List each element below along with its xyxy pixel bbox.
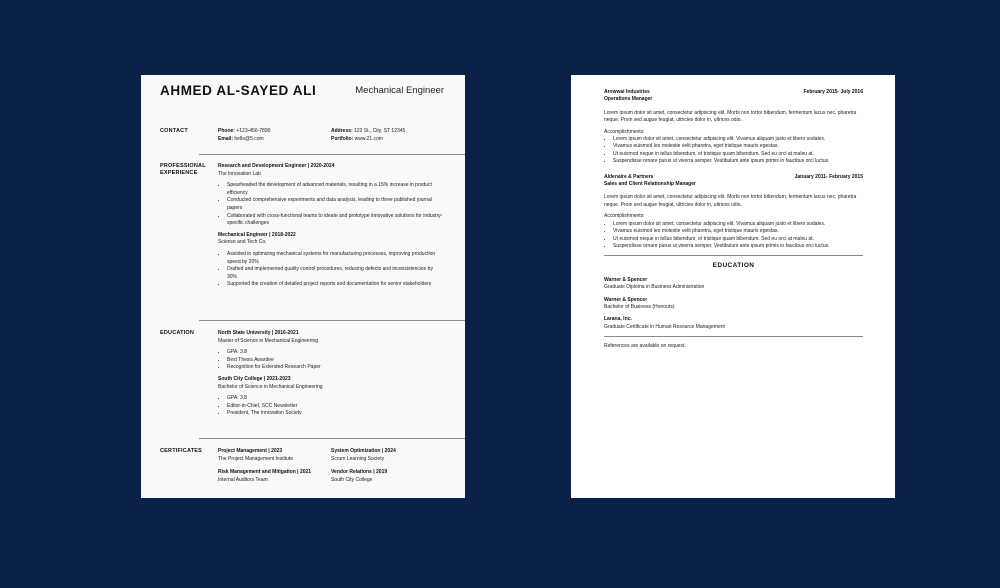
resume-page-1	[141, 75, 465, 498]
education-label: EDUCATION	[160, 330, 195, 336]
certificate-item: System Optimization | 2024 Scrum Learning Society	[331, 448, 396, 462]
address-label: Address:	[331, 128, 353, 134]
certificate-item: Project Management | 2023 The Project Management Institute	[218, 448, 294, 462]
list-item: • Best Thesis Awardee	[227, 357, 444, 365]
list-item: • Collaborated with cross-functional teams to ideate and prototype innovative solutions for industry-specific challenges	[227, 213, 444, 228]
list-item: • Drafted and implemented quality control procedures, reducing defects and inconsistencies by 30%	[227, 266, 444, 281]
resume-header	[160, 83, 444, 113]
school-degree: Master of Science in Mechanical Engineering	[218, 337, 319, 344]
list-item: • Assisted in optimizing mechanical systems for manufacturing processes, improving production speed by 20%	[227, 251, 444, 266]
job-company: The Innovation Lab	[218, 170, 261, 177]
resume-page-2	[571, 75, 895, 498]
list-item: • Editor-in-Chief, SCC Newsletter	[227, 403, 444, 411]
email-label: Email:	[218, 135, 234, 142]
list-item: • GPA: 3.8	[227, 349, 444, 357]
certificates-label: CERTIFICATES	[160, 448, 203, 454]
job-entry	[604, 89, 863, 166]
education-item: Warner & Spencer Bachelor of Business (Honours)	[604, 296, 675, 310]
school-title: North State University | 2016-2021	[218, 330, 299, 336]
list-item: • Spearheaded the development of advanced materials, resulting in a 15% increase in product efficiency	[227, 182, 444, 197]
portfolio-value: www.21.com	[354, 135, 383, 142]
list-item: • Ut euismod neque in tellus bibendum, et tristique quam bibendum. Sed eu orci at maleu at.	[613, 236, 863, 243]
page2-content	[604, 89, 863, 351]
job-bullets	[218, 182, 444, 228]
candidate-role: Mechanical Engineer	[355, 85, 444, 96]
list-item: • Ut euismod neque in tellus bibendum, et tristique quam bibendum. Sed eu orci at maleu at.	[613, 151, 863, 158]
school-bullets	[218, 395, 444, 418]
phone-value: +123-456-7890	[236, 128, 271, 134]
portfolio-label: Portfolio:	[331, 135, 354, 142]
list-item: • Lorem ipsum dolor sit amet, consectetur adipiscing elit. Vivamus aliquam justo et libero sodales.	[613, 221, 863, 228]
certificates-section	[160, 448, 444, 493]
job-title: Mechanical Engineer | 2018-2022	[218, 231, 296, 238]
candidate-name: AHMED AL-SAYED ALI	[160, 83, 317, 98]
school-bullets	[218, 349, 444, 372]
job-summary: Lorem ipsum dolor sit amet, consectetur adipiscing elit. Morbi non tortor bibendum, fermentum lacus nec, pharetra neque. Proin sed augue feugiat, ultricies dolor in, ultrices odio.	[604, 109, 857, 124]
school-degree: Bachelor of Science in Mechanical Engineering	[218, 383, 323, 390]
divider	[199, 438, 465, 439]
list-item: • Recognition for Extended Research Paper	[227, 364, 444, 372]
address-value: 123 St., City, ST 12345	[354, 128, 406, 134]
experience-list	[218, 163, 444, 293]
job-summary: Lorem ipsum dolor sit amet, consectetur adipiscing elit. Morbi non tortor bibendum, fermentum lacus nec, pharetra neque. Proin sed augue feugiat, ultricies dolor in, ultrices odio.	[604, 194, 857, 208]
school-title: South City College | 2021-2023	[218, 375, 291, 382]
accomplishments-label: Accomplishments:	[604, 213, 645, 220]
job-company: Science and Tech Co.	[218, 239, 267, 246]
education-title: EDUCATION	[712, 262, 755, 270]
accomplishments-label: Accomplishments:	[604, 128, 645, 135]
contact-label: CONTACT	[160, 128, 188, 134]
experience-label: PROFESSIONAL EXPERIENCE	[160, 163, 206, 176]
certificates-list	[218, 448, 444, 490]
list-item: • GPA: 3.8	[227, 395, 444, 403]
list-item: • Conducted comprehensive experiments and data analysis, leading to three published journal papers	[227, 197, 444, 212]
job-title: Research and Development Engineer | 2020-2024	[218, 163, 335, 169]
certificate-item: Risk Management and Mitigation | 2021 Internal Auditors Team	[218, 469, 312, 483]
divider	[199, 154, 465, 155]
job-company: Aldenaire & Partners	[604, 173, 654, 180]
education-section	[160, 330, 444, 435]
list-item: • Suspendisse ornare purus ut viverra semper. Vestibulum ante ipsum primis in faucibus orci luctus.	[613, 243, 863, 250]
job-role: Sales and Client Relationship Manager	[604, 181, 696, 188]
list-item: • Vivamus euismod leo molestie velit pharetra, eget tristique mauris egestas.	[613, 143, 863, 150]
contact-section	[160, 128, 444, 150]
job-bullets	[218, 251, 444, 289]
email-value: hello@5.com	[234, 135, 264, 142]
certificate-item: Vendor Relations | 2019 South City College	[331, 469, 388, 483]
contact-details	[218, 128, 444, 143]
phone-label: Phone:	[218, 128, 235, 134]
references-note: References are available on request.	[604, 343, 686, 350]
experience-section	[160, 163, 444, 313]
list-item: • President, The Innovation Society	[227, 410, 444, 418]
job-entry	[604, 174, 863, 251]
list-item: • Lorem ipsum dolor sit amet, consectetur adipiscing elit. Vivamus aliquam justo et libero sodales.	[613, 136, 863, 143]
divider	[199, 320, 465, 321]
list-item: • Suspendisse ornare purus ut viverra semper. Vestibulum ante ipsum primis in faucibus orci luctus.	[613, 158, 863, 165]
job-bullets	[604, 136, 863, 166]
divider	[604, 336, 863, 337]
job-company: Arowwai Industries	[604, 89, 650, 95]
education-item: Larana, Inc. Graduate Certificate in Human Resource Management	[604, 316, 725, 330]
education-item: Warner & Spencer Graduate Diploma in Business Administration	[604, 276, 705, 291]
job-role: Operations Manager	[604, 96, 653, 103]
list-item: • Vivamus euismod leo molestie velit pharetra, eget tristique mauris egestas.	[613, 228, 863, 235]
job-dates: January 2011- February 2015	[794, 173, 863, 180]
job-dates: February 2015- July 2016	[803, 89, 863, 95]
education-list	[218, 330, 444, 422]
divider	[604, 255, 863, 256]
list-item: • Supported the creation of detailed project reports and documentation for senior stakeholders	[227, 281, 444, 289]
job-bullets	[604, 221, 863, 251]
